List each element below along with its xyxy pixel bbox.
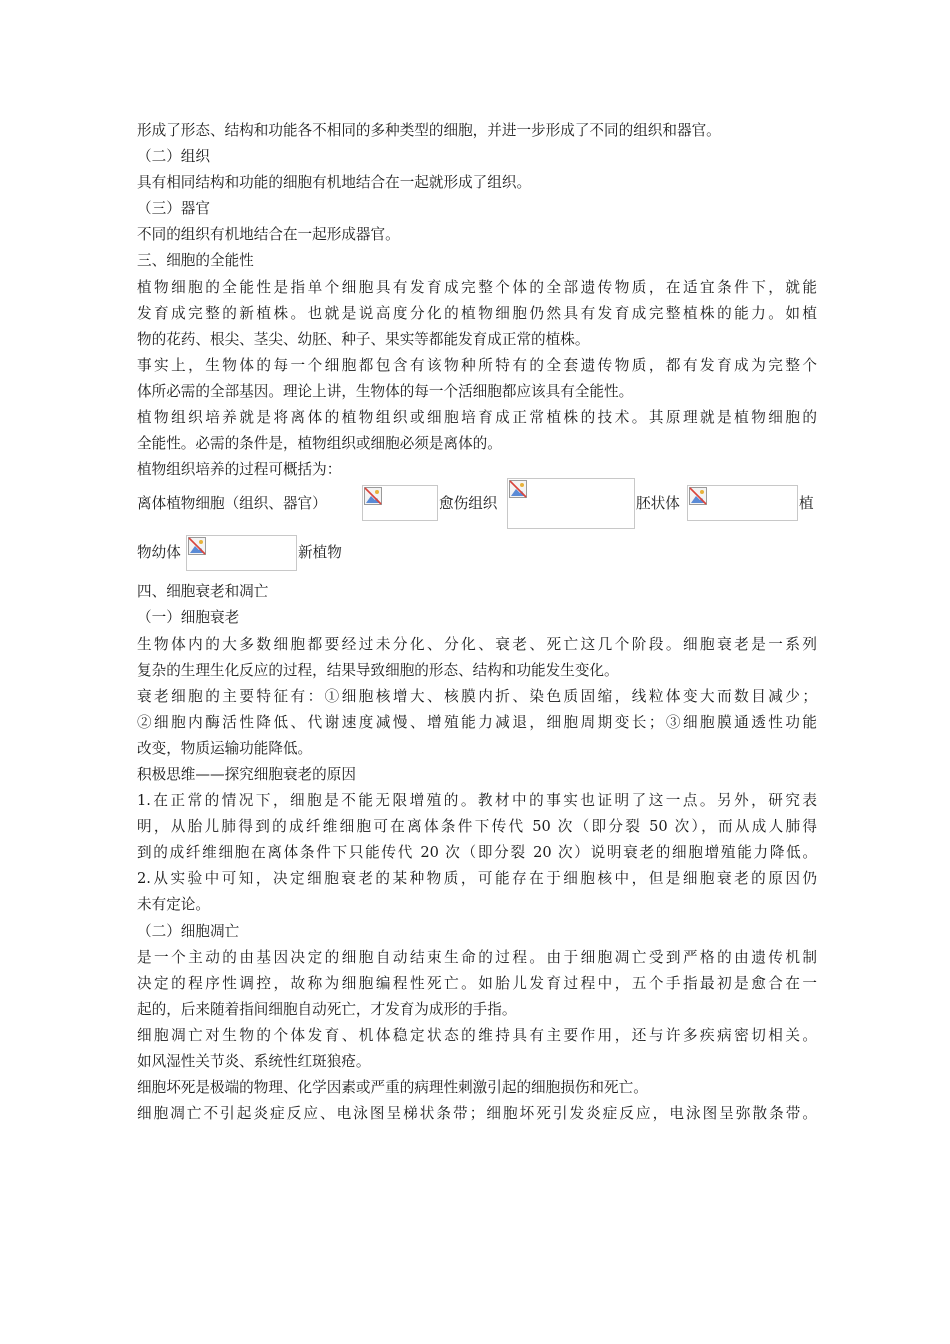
- text-line: 事实上，生物体的每一个细胞都包含有该物种所特有的全套遗传物质，都有发育成为完整个: [137, 356, 817, 374]
- text-line: 形成了形态、结构和功能各不相同的多种类型的细胞，并进一步形成了不同的组织和器官。: [137, 122, 721, 139]
- culture-flow-row-1: [137, 483, 817, 536]
- flow-step-new-plant: 新植物: [298, 544, 342, 562]
- text-line: 发育成完整的新植株。也就是说高度分化的植物细胞仍然具有发育成完整植株的能力。如植: [137, 304, 817, 322]
- text-block-top: [137, 118, 817, 483]
- text-line: 细胞凋亡不引起炎症反应、电泳图呈梯状条带；细胞坏死引发炎症反应，电泳图呈弥散条带。: [137, 1105, 817, 1123]
- text-line: 四、细胞衰老和凋亡: [137, 583, 269, 601]
- flow-step-embryoid: 胚状体: [636, 495, 680, 513]
- text-line: 明，从胎儿肺得到的成纤维细胞可在离体条件下传代 50 次（即分裂 50 次），而从成人肺得: [137, 818, 817, 836]
- broken-image-icon: [509, 480, 527, 498]
- text-line: 三、细胞的全能性: [137, 252, 254, 270]
- text-line: 改变，物质运输功能降低。: [137, 739, 313, 757]
- flow-step-plant-part1: 植: [799, 495, 814, 513]
- text-line: 起的，后来随着指间细胞自动死亡，才发育为成形的手指。: [137, 1000, 517, 1018]
- text-line: 到的成纤维细胞在离体条件下只能传代 20 次（即分裂 20 次）说明衰老的细胞增殖能力降低。: [137, 844, 817, 862]
- flow-step-callus: 愈伤组织: [439, 495, 498, 513]
- text-line: 复杂的生理生化反应的过程，结果导致细胞的形态、结构和功能发生变化。: [137, 661, 619, 679]
- text-line: 体所必需的全部基因。理论上讲，生物体的每一个活细胞都应该具有全能性。: [137, 382, 634, 400]
- text-line: 具有相同结构和功能的细胞有机地结合在一起就形成了组织。: [137, 174, 532, 192]
- broken-image-arrow-1: [362, 485, 438, 521]
- text-line: 2.从实验中可知，决定细胞衰老的某种物质，可能存在于细胞核中，但是细胞衰老的原因仍: [137, 870, 817, 888]
- text-line: 生物体内的大多数细胞都要经过未分化、分化、衰老、死亡这几个阶段。细胞衰老是一系列: [137, 635, 817, 653]
- text-line: （一）细胞衰老: [137, 609, 240, 627]
- text-line: 物的花药、根尖、茎尖、幼胚、种子、果实等都能发育成正常的植株。: [137, 330, 590, 348]
- text-line: 植物组织培养就是将离体的植物组织或细胞培育成正常植株的技术。其原理就是植物细胞的: [137, 409, 817, 427]
- broken-image-icon: [689, 487, 707, 505]
- text-line: 衰老细胞的主要特征有：①细胞核增大、核膜内折、染色质固缩，线粒体变大而数目减少；: [137, 687, 817, 705]
- text-line: ②细胞内酶活性降低、代谢速度减慢、增殖能力减退，细胞周期变长；③细胞膜通透性功能: [137, 713, 817, 731]
- text-line: 全能性。必需的条件是，植物组织或细胞必须是离体的。: [137, 435, 502, 453]
- text-line: 未有定论。: [137, 896, 210, 914]
- broken-image-arrow-2: [507, 478, 635, 529]
- text-line: （二）细胞凋亡: [137, 922, 240, 940]
- document-body: [137, 118, 817, 1127]
- flow-step-explant: 离体植物细胞（组织、器官）: [137, 495, 327, 513]
- text-line: 细胞坏死是极端的物理、化学因素或严重的病理性刺激引起的细胞损伤和死亡。: [137, 1079, 648, 1097]
- text-line: 决定的程序性调控，故称为细胞编程性死亡。如胎儿发育过程中，五个手指最初是愈合在一: [137, 974, 817, 992]
- culture-flow-row-2: [137, 536, 817, 579]
- flow-step-plant-part2: 物幼体: [137, 544, 181, 562]
- text-line: 如风湿性关节炎、系统性红斑狼疮。: [137, 1053, 371, 1070]
- text-line: 1.在正常的情况下，细胞是不能无限增殖的。教材中的事实也证明了这一点。另外，研究表: [137, 792, 817, 810]
- broken-image-arrow-3: [687, 485, 798, 521]
- text-line: 积极思维——探究细胞衰老的原因: [137, 765, 356, 783]
- broken-image-icon: [188, 537, 206, 555]
- text-line: （三）器官: [137, 200, 210, 218]
- text-line: 细胞凋亡对生物的个体发育、机体稳定状态的维持具有主要作用，还与许多疾病密切相关。: [137, 1026, 817, 1044]
- text-line: 是一个主动的由基因决定的细胞自动结束生命的过程。由于细胞凋亡受到严格的由遗传机制: [137, 948, 817, 966]
- text-line: 不同的组织有机地结合在一起形成器官。: [137, 226, 400, 244]
- broken-image-icon: [364, 487, 382, 505]
- text-block-bottom: [137, 579, 817, 1127]
- text-line: 植物组织培养的过程可概括为：: [137, 461, 342, 479]
- text-line: （二）组织: [137, 148, 210, 166]
- broken-image-arrow-4: [186, 535, 297, 571]
- text-line: 植物细胞的全能性是指单个细胞具有发育成完整个体的全部遗传物质，在适宜条件下，就能: [137, 278, 817, 296]
